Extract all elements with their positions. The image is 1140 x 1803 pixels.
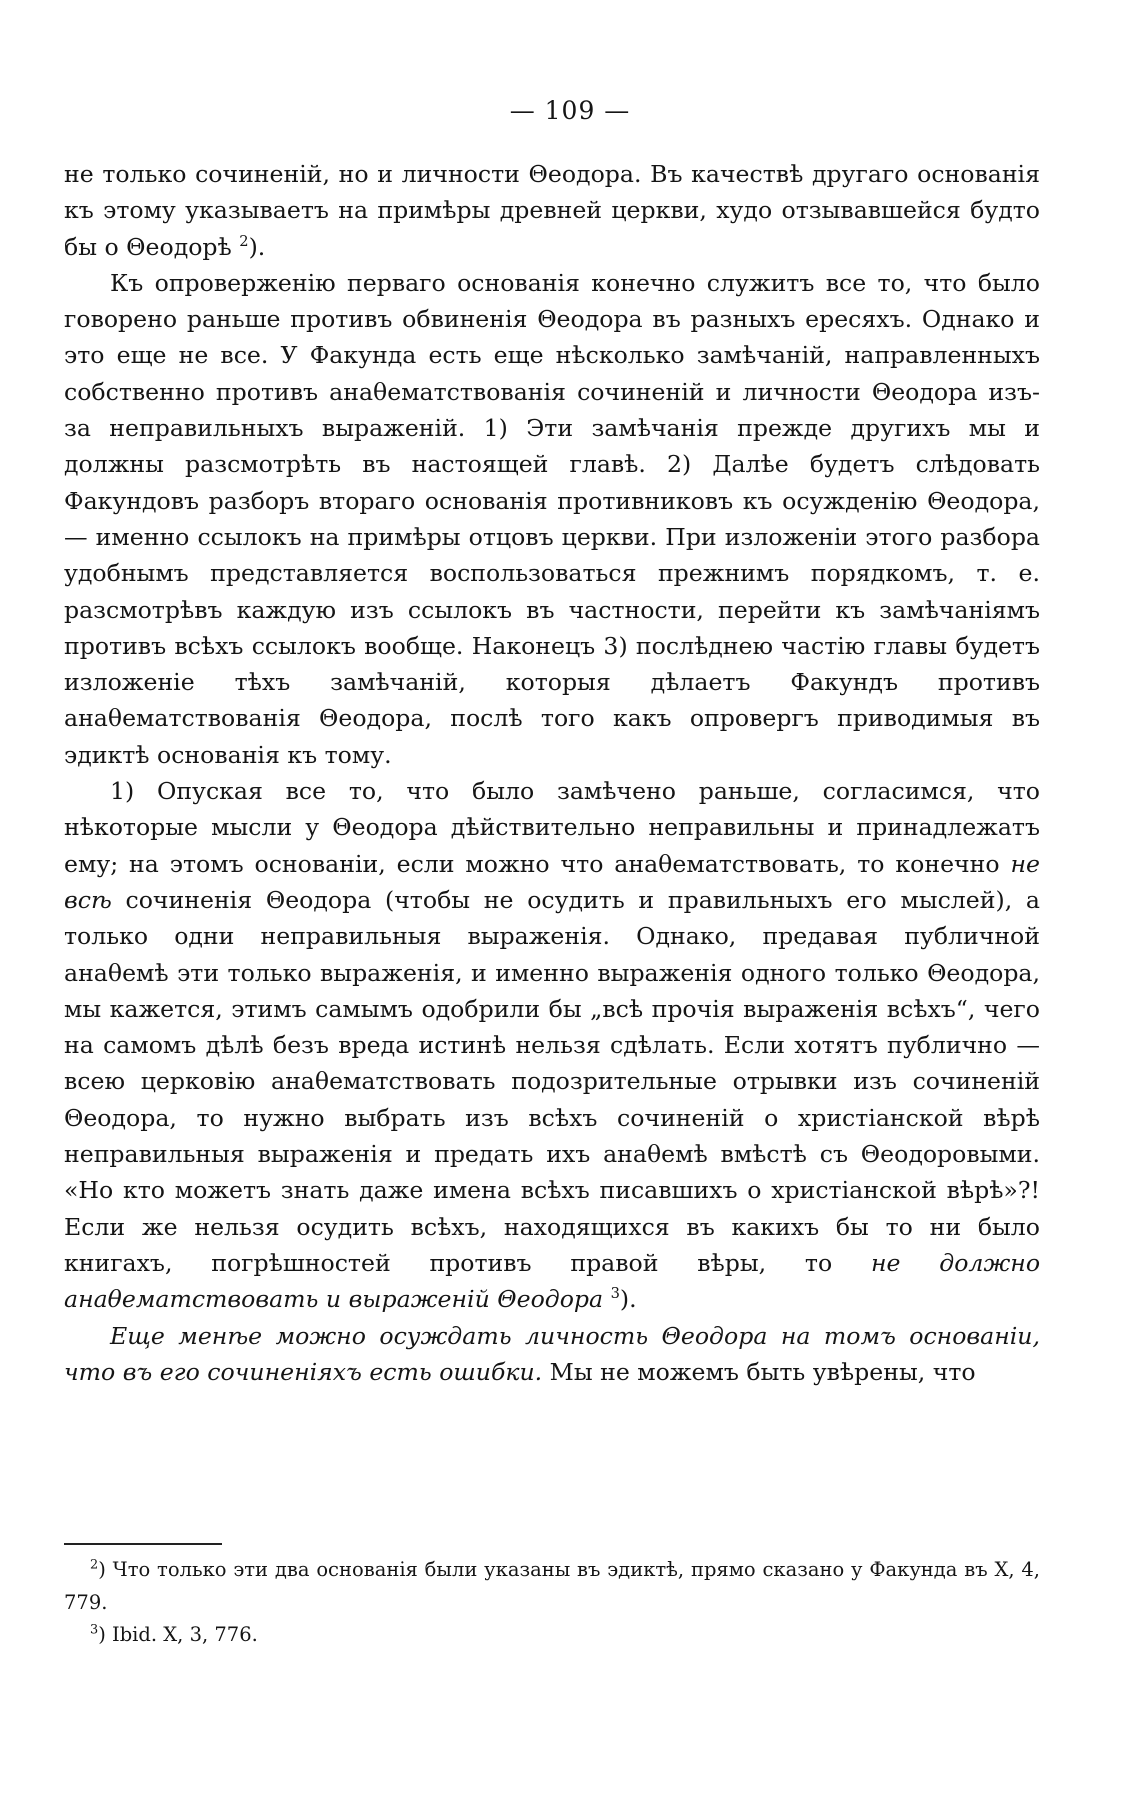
paragraph-4 xyxy=(64,1318,1040,1391)
paragraph-3-text-a: 1) Опуская все то, что было замѣчено раньше, согласимся, что нѣкоторые мысли у Θеодора дѣйствительно неправильны и принадлежатъ ему; на этомъ основаніи, если можно что анаθематствовать, то конечно xyxy=(64,777,1040,878)
main-text xyxy=(64,156,1040,1390)
footnote-3 xyxy=(64,1618,1040,1651)
paragraph-3 xyxy=(64,773,1040,1317)
paragraph-1-end: ). xyxy=(248,232,266,261)
footnote-2-mark: 2 xyxy=(90,1557,99,1573)
paragraph-2: Къ опроверженію перваго основанія конечно служитъ все то, что было говорено раньше противъ обвиненія Θеодора въ разныхъ ересяхъ. Однако и это еще не все. У Факунда есть еще нѣсколько замѣчаній, направленныхъ собственно противъ анаθематствованія сочиненій и личности Θеодора изъ-за неправильныхъ выраженій. 1) Эти замѣчанія прежде другихъ мы и должны разсмотрѣть въ настоящей главѣ. 2) Далѣе будетъ слѣдовать Факундовъ разборъ втораго основанія противниковъ къ осужденію Θеодора, — именно ссылокъ на примѣры отцовъ церкви. При изложеніи этого разбора удобнымъ представляется воспользоваться прежнимъ порядкомъ, т. е. разсмотрѣвъ каждую изъ ссылокъ въ частности, перейти къ замѣчаніямъ противъ всѣхъ ссылокъ вообще. Наконецъ 3) послѣднею частію главы будетъ изложеніе тѣхъ замѣчаній, которыя дѣлаетъ Факундъ противъ анаθематствованія Θеодора, послѣ того какъ опровергъ приводимыя въ эдиктѣ основанія къ тому. xyxy=(64,268,1040,769)
paragraph-3-emphasis-1: не всѣ xyxy=(64,849,1041,914)
footnote-ref-2[interactable]: 2 xyxy=(239,232,249,250)
paragraph-3-end: ). xyxy=(619,1285,637,1314)
footnote-3-mark: 3 xyxy=(90,1622,99,1638)
paragraph-4-text: Мы не можемъ быть увѣрены, что xyxy=(549,1357,976,1386)
paragraph-1-text: не только сочиненій, но и личности Θеодора. Въ качествѣ другаго основанія къ этому указываетъ на примѣры древней церкви, худо отзывавшейся будто бы о Θеодорѣ xyxy=(64,160,1040,261)
paragraph-4-emphasis: Еще менѣе можно осуждать личность Θеодора на томъ основаніи, что въ его сочиненіяхъ есть ошибки. xyxy=(64,1321,1040,1386)
paragraph-3-text-b: сочиненія Θеодора (чтобы не осудить и правильныхъ его мыслей), а только одни неправильныя выраженія. Однако, предавая публичной анаθемѣ эти только выраженія, и именно выраженія одного только Θеодора, мы кажется, этимъ самымъ одобрили бы „всѣ прочія выраженія всѣхъ“, чего на самомъ дѣлѣ безъ вреда истинѣ нельзя сдѣлать. Если хотятъ публично — всею церковію анаθематствовать подозрительные отрывки изъ сочиненій Θеодора, то нужно выбрать изъ всѣхъ сочиненій о христіанской вѣрѣ неправильныя выраженія и предать ихъ анаθемѣ вмѣстѣ съ Θеодоровыми. «Но кто можетъ знать даже имена всѣхъ писавшихъ о христіанской вѣрѣ»?! Если же нельзя осудить всѣхъ, находящихся въ какихъ бы то ни было книгахъ, погрѣшностей противъ правой вѣры, то xyxy=(64,885,1041,1277)
paragraph-3-emphasis-2: не должно анаθематствовать и выраженій Θеодора xyxy=(64,1248,1041,1314)
footnote-ref-3[interactable]: 3 xyxy=(610,1285,620,1303)
page-number: — 109 — xyxy=(509,96,631,125)
footnote-3-text: ) Ibid. X, 3, 776. xyxy=(98,1623,258,1646)
footnote-separator xyxy=(64,1543,222,1545)
paragraph-1 xyxy=(64,156,1040,265)
footnote-2 xyxy=(64,1553,1040,1619)
footnote-2-text: ) Что только эти два основанія были указаны въ эдиктѣ, прямо сказано у Факунда въ X, 4, 779. xyxy=(64,1558,1040,1614)
